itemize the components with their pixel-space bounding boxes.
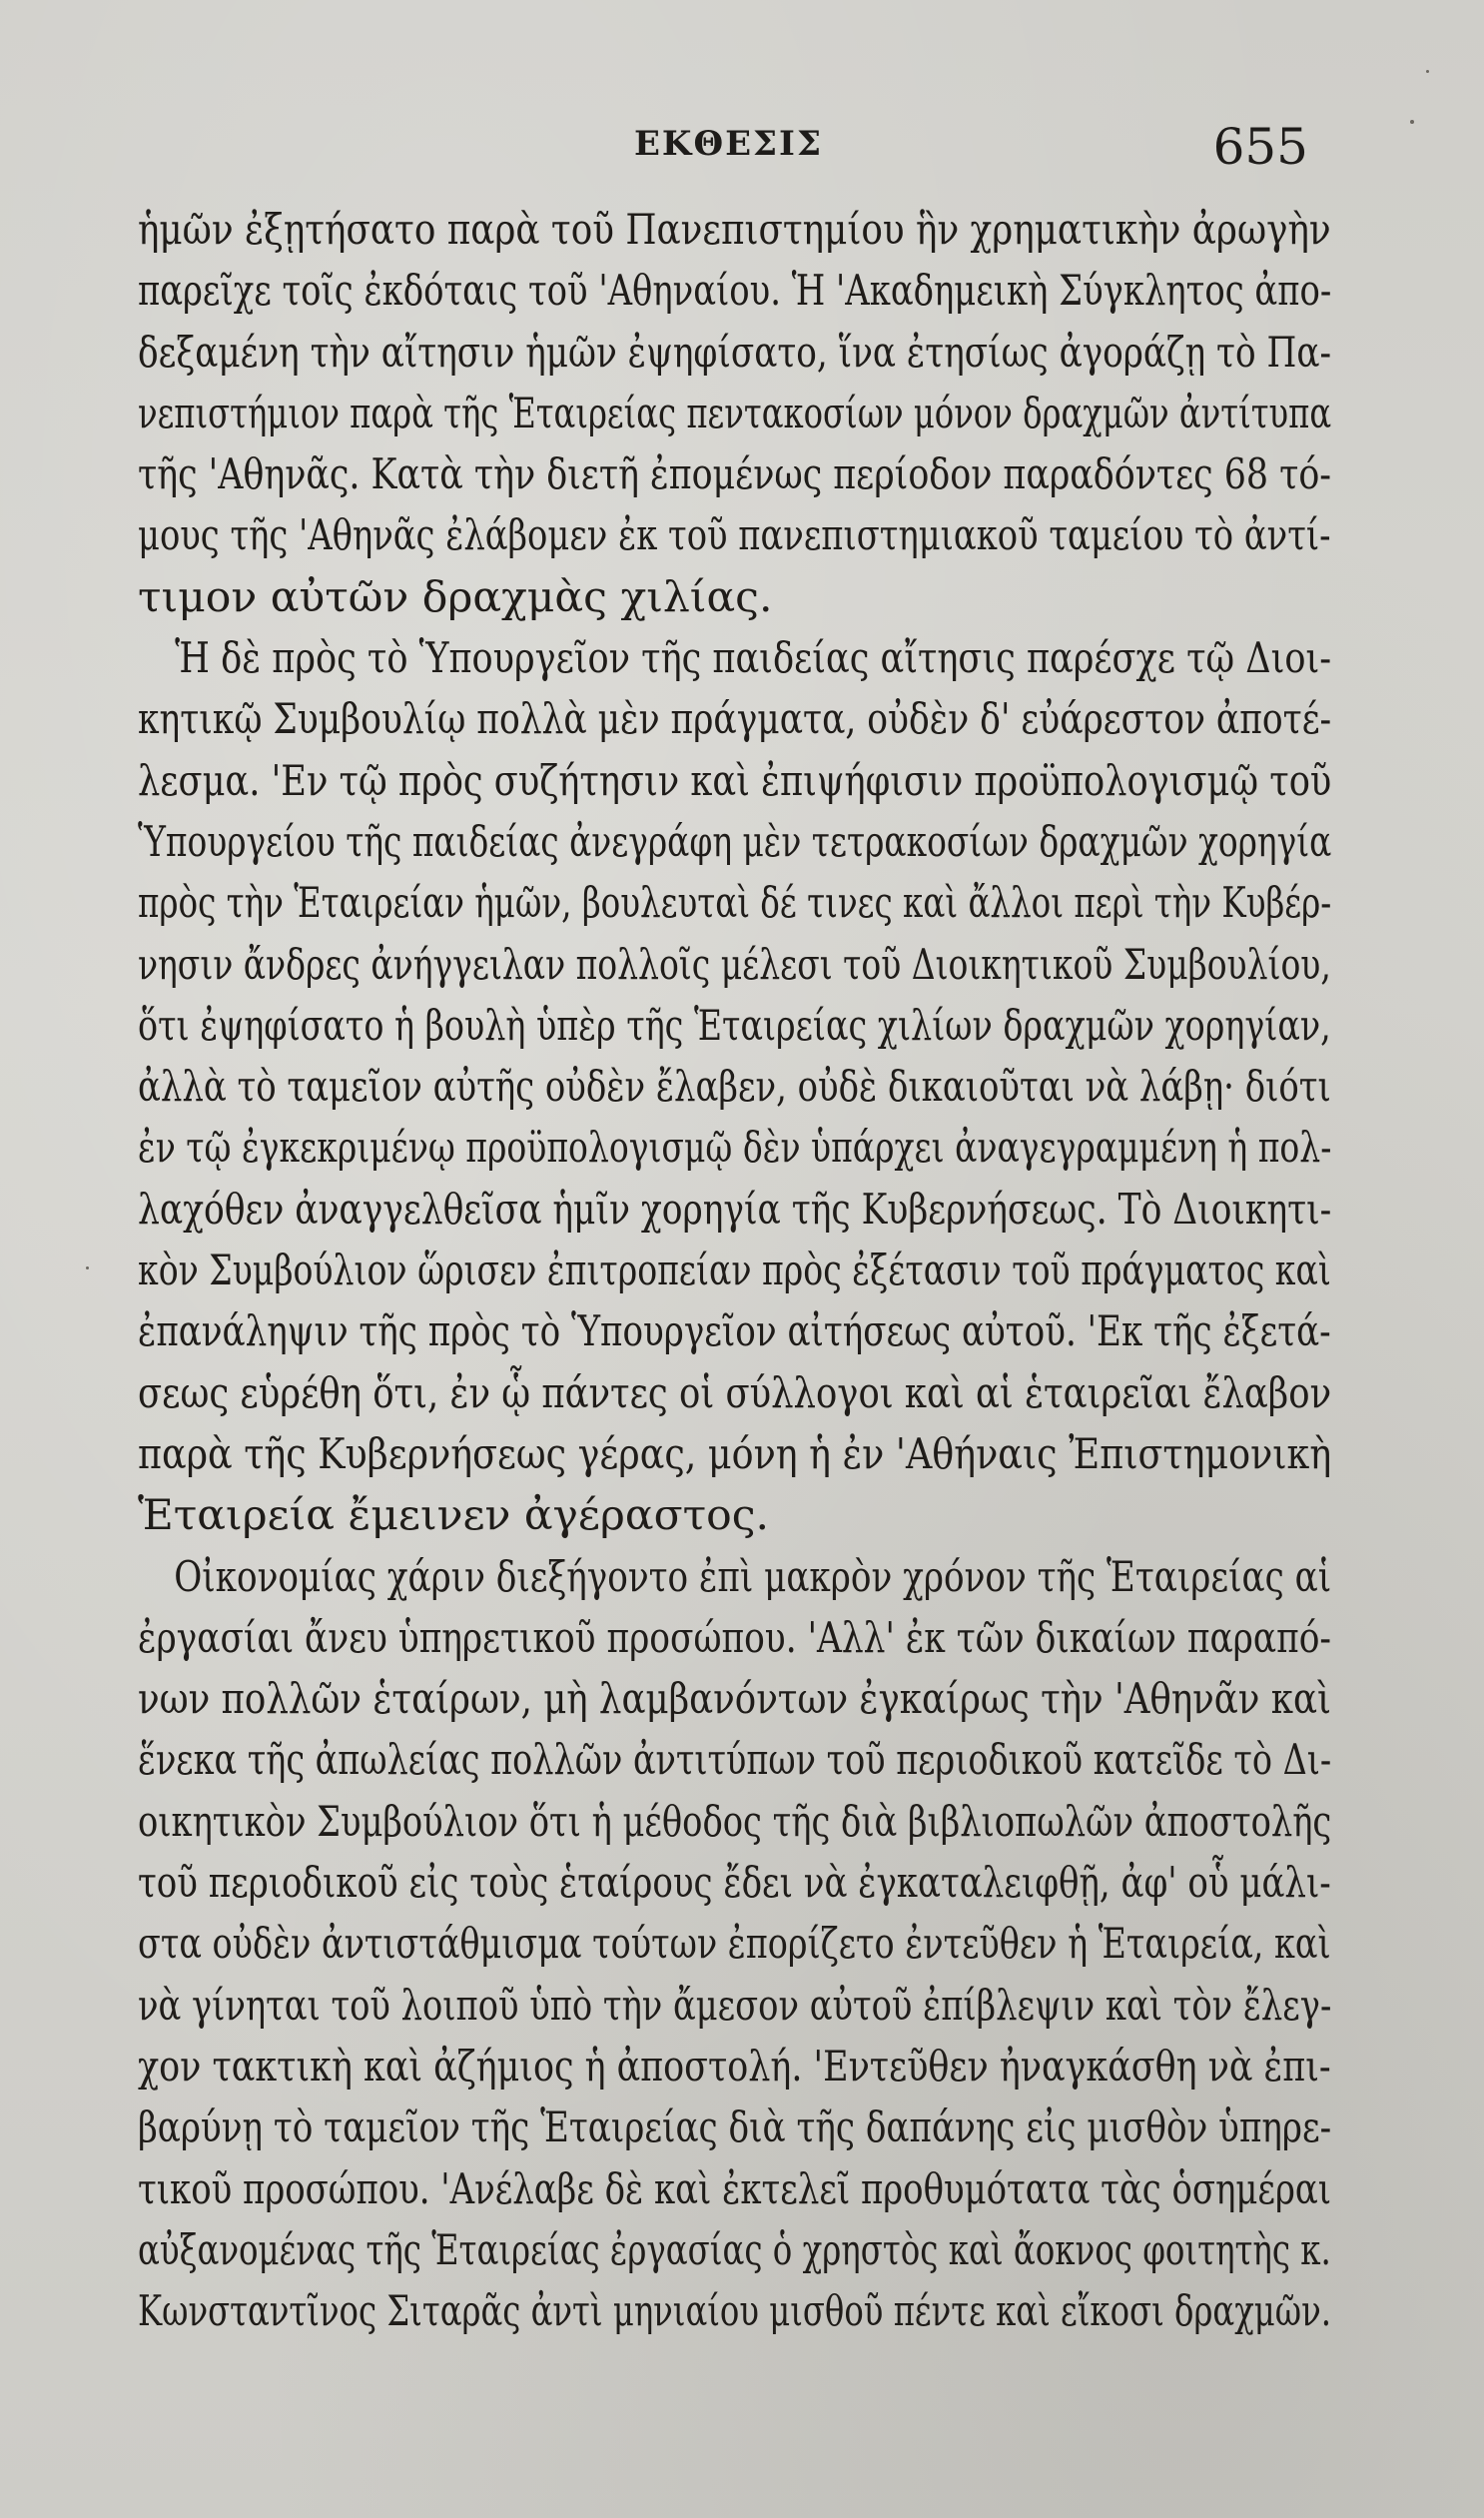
text-line: τιμον αὐτῶν δραχμὰς χιλίας.	[138, 572, 773, 622]
text-line: νὰ γίνηται τοῦ λοιποῦ ὑπὸ τὴν ἄμεσον αὐτοῦ ἐπίβλεψιν καὶ τὸν ἔλεγ-	[138, 1981, 1332, 2031]
text-line: τῆς 'Αθηνᾶς. Κατὰ τὴν διετῆ ἐπομένως περίοδον παραδόντες 68 τό-	[138, 450, 1332, 500]
text-line: Ὑπουργείου τῆς παιδείας ἀνεγράφη μὲν τετρακοσίων δραχμῶν χορηγία	[138, 817, 1332, 867]
text-line: χον τακτικὴ καὶ ἀζήμιος ἡ ἀποστολή. 'Εντεῦθεν ἠναγκάσθη νὰ ἐπι-	[138, 2042, 1331, 2092]
text-line: βαρύνῃ τὸ ταμεῖον τῆς Ἑταιρείας διὰ τῆς δαπάνης εἰς μισθὸν ὑπηρε-	[138, 2103, 1332, 2153]
text-line: Ἡ δὲ πρὸς τὸ Ὑπουργεῖον τῆς παιδείας αἴτησις παρέσχε τῷ Διοι-	[175, 634, 1332, 684]
paper-speck	[86, 1266, 89, 1269]
text-line: Ἑταιρεία ἔμεινεν ἀγέραστος.	[138, 1491, 770, 1541]
text-line: νων πολλῶν ἑταίρων, μὴ λαμβανόντων ἐγκαίρως τὴν 'Αθηνᾶν καὶ	[138, 1675, 1331, 1725]
text-line: στα οὐδὲν ἀντιστάθμισμα τούτων ἐπορίζετο ἐντεῦθεν ἡ Ἑταιρεία, καὶ	[138, 1920, 1331, 1970]
text-line: Κωνσταντῖνος Σιταρᾶς ἀντὶ μηνιαίου μισθοῦ πέντε καὶ εἴκοσι δραχμῶν.	[138, 2287, 1331, 2337]
text-line: κὸν Συμβούλιον ὥρισεν ἐπιτροπείαν πρὸς ἐξέτασιν τοῦ πράγματος καὶ	[138, 1247, 1331, 1296]
text-line: σεως εὑρέθη ὅτι, ἐν ᾧ πάντες οἱ σύλλογοι καὶ αἱ ἑταιρεῖαι ἔλαβον	[138, 1368, 1332, 1418]
text-line: ἕνεκα τῆς ἀπωλείας πολλῶν ἀντιτύπων τοῦ περιοδικοῦ κατεῖδε τὸ Δι-	[138, 1736, 1332, 1786]
body-text	[138, 200, 1331, 2342]
text-line: ἐργασίαι ἄνευ ὑπηρετικοῦ προσώπου. 'Αλλ' ἐκ τῶν δικαίων παραπό-	[138, 1613, 1332, 1663]
text-line: οικητικὸν Συμβούλιον ὅτι ἡ μέθοδος τῆς διὰ βιβλιοπωλῶν ἀποστολῆς	[138, 1797, 1332, 1847]
text-line: ἐπανάληψιν τῆς πρὸς τὸ Ὑπουργεῖον αἰτήσεως αὐτοῦ. 'Εκ τῆς ἐξετά-	[138, 1307, 1331, 1357]
text-line: δεξαμένη τὴν αἴτησιν ἡμῶν ἐψηφίσατο, ἵνα ἐτησίως ἀγοράζῃ τὸ Πα-	[138, 328, 1332, 378]
text-line: πρὸς τὴν Ἑταιρείαν ἡμῶν, βουλευταὶ δέ τινες καὶ ἄλλοι περὶ τὴν Κυβέρ-	[138, 879, 1332, 929]
text-line: Οἰκονομίας χάριν διεξήγοντο ἐπὶ μακρὸν χρόνον τῆς Ἑταιρείας αἱ	[174, 1552, 1332, 1602]
text-line: ἐν τῷ ἐγκεκριμένῳ προϋπολογισμῷ δὲν ὑπάρχει ἀναγεγραμμένη ἡ πολ-	[138, 1124, 1332, 1174]
text-line: παρεῖχε τοῖς ἐκδόταις τοῦ 'Αθηναίου. Ἡ 'Ακαδημεικὴ Σύγκλητος ἀπο-	[138, 267, 1332, 317]
text-line: κητικῷ Συμβουλίῳ πολλὰ μὲν πράγματα, οὐδὲν δ' εὐάρεστον ἀποτέ-	[138, 695, 1332, 745]
text-line: μους τῆς 'Αθηνᾶς ἐλάβομεν ἐκ τοῦ πανεπιστημιακοῦ ταμείου τὸ ἀντί-	[138, 511, 1331, 561]
text-line: παρὰ τῆς Κυβερνήσεως γέρας, μόνη ἡ ἐν 'Αθήναις Ἐπιστημονικὴ	[138, 1429, 1332, 1479]
text-line: τικοῦ προσώπου. 'Ανέλαβε δὲ καὶ ἐκτελεῖ προθυμότατα τὰς ὁσημέραι	[138, 2164, 1332, 2214]
running-title: ΕΚΘΕΣΙΣ	[634, 124, 823, 164]
text-line: νεπιστήμιον παρὰ τῆς Ἑταιρείας πεντακοσίων μόνον δραχμῶν ἀντίτυπα	[138, 389, 1332, 438]
text-line: αὐξανομένας τῆς Ἑταιρείας ἐργασίας ὁ χρηστὸς καὶ ἄοκνος φοιτητὴς κ.	[138, 2225, 1331, 2275]
text-line: λεσμα. 'Εν τῷ πρὸς συζήτησιν καὶ ἐπιψήφισιν προϋπολογισμῷ τοῦ	[138, 756, 1332, 806]
text-line: ἀλλὰ τὸ ταμεῖον αὐτῆς οὐδὲν ἔλαβεν, οὐδὲ δικαιοῦται νὰ λάβῃ· διότι	[138, 1063, 1331, 1113]
paper-speck	[1410, 120, 1414, 124]
page-number: 655	[1212, 118, 1308, 176]
text-line: λαχόθεν ἀναγγελθεῖσα ἡμῖν χορηγία τῆς Κυβερνήσεως. Τὸ Διοικητι-	[138, 1185, 1332, 1235]
text-line: ἡμῶν ἐξῃτήσατο παρὰ τοῦ Πανεπιστημίου ἣν χρηματικὴν ἀρωγὴν	[138, 206, 1331, 255]
text-line: ὅτι ἐψηφίσατο ἡ βουλὴ ὑπὲρ τῆς Ἑταιρείας χιλίων δραχμῶν χορηγίαν,	[138, 1001, 1331, 1051]
text-line: τοῦ περιοδικοῦ εἰς τοὺς ἑταίρους ἔδει νὰ ἐγκαταλειφθῇ, ἀφ' οὗ μάλι-	[138, 1859, 1331, 1909]
text-line: νησιν ἄνδρες ἀνήγγειλαν πολλοῖς μέλεσι τοῦ Διοικητικοῦ Συμβουλίου,	[138, 940, 1331, 990]
paper-speck	[1426, 70, 1429, 73]
running-head	[120, 118, 1308, 178]
